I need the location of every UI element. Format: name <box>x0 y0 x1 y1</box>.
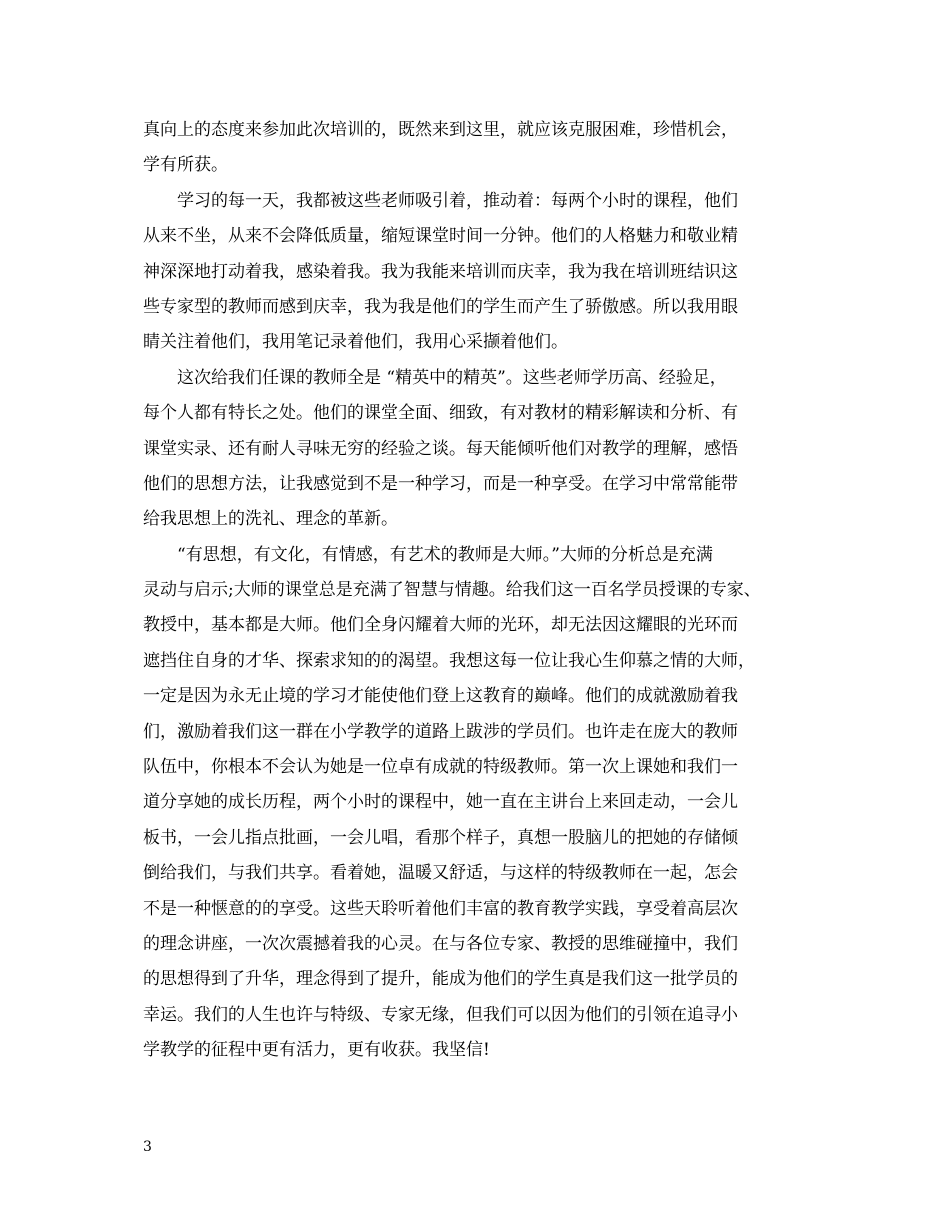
text-line: 这次给我们任课的教师全是 “精英中的精英”。这些老师学历高、经验足， <box>143 367 727 388</box>
text-line: 倒给我们，与我们共享。看着她，温暖又舒适，与这样的特级教师在一起，怎会 <box>143 863 738 884</box>
text-line: 教授中，基本都是大师。他们全身闪耀着大师的光环，却无法因这耀眼的光环而 <box>143 615 738 636</box>
text-line: 的思想得到了升华，理念得到了提升，能成为他们的学生真是我们这一批学员的 <box>143 969 738 990</box>
text-line: 些专家型的教师而感到庆幸，我为我是他们的学生而产生了骄傲感。所以我用眼 <box>143 296 738 317</box>
text-line: 神深深地打动着我，感染着我。我为我能来培训而庆幸，我为我在培训班结识这 <box>143 261 738 282</box>
text-line: 学有所获。 <box>143 155 228 176</box>
text-line: 学教学的征程中更有活力，更有收获。我坚信! <box>143 1040 490 1061</box>
text-line: 睛关注着他们，我用笔记录着他们，我用心采撷着他们。 <box>143 332 568 353</box>
text-line: “有思想，有文化，有情感，有艺术的教师是大师。”大师的分析总是充满 <box>143 544 713 565</box>
text-line: 们，激励着我们这一群在小学教学的道路上跋涉的学员们。也许走在庞大的教师 <box>143 721 738 742</box>
body-text <box>143 113 813 1069</box>
text-line: 道分享她的成长历程，两个小时的课程中，她一直在主讲台上来回走动，一会儿 <box>143 792 738 813</box>
text-line: 的理念讲座，一次次震撼着我的心灵。在与各位专家、教授的思维碰撞中，我们 <box>143 933 738 954</box>
text-line: 队伍中，你根本不会认为她是一位卓有成就的特级教师。第一次上课她和我们一 <box>143 757 738 778</box>
text-line: 从来不坐，从来不会降低质量，缩短课堂时间一分钟。他们的人格魅力和敬业精 <box>143 226 738 247</box>
text-line: 遮挡住自身的才华、探索求知的的渴望。我想这每一位让我心生仰慕之情的大师， <box>143 650 755 671</box>
text-line: 课堂实录、还有耐人寻味无穷的经验之谈。每天能倾听他们对教学的理解，感悟 <box>143 438 738 459</box>
page-number: 3 <box>143 1139 152 1155</box>
text-line: 学习的每一天，我都被这些老师吸引着，推动着：每两个小时的课程，他们 <box>143 190 738 211</box>
text-line: 一定是因为永无止境的学习才能使他们登上这教育的巅峰。他们的成就激励着我 <box>143 686 738 707</box>
text-line: 真向上的态度来参加此次培训的，既然来到这里，就应该克服困难，珍惜机会， <box>143 120 738 140</box>
text-line: 板书，一会儿指点批画，一会儿唱，看那个样子，真想一股脑儿的把她的存储倾 <box>143 827 738 848</box>
text-line: 灵动与启示;大师的课堂总是充满了智慧与情趣。给我们这一百名学员授课的专家、 <box>143 580 761 601</box>
text-line: 他们的思想方法，让我感觉到不是一种学习，而是一种享受。在学习中常常能带 <box>143 473 738 494</box>
text-line: 幸运。我们的人生也许与特级、专家无缘，但我们可以因为他们的引领在追寻小 <box>143 1004 738 1025</box>
text-line: 给我思想上的洗礼、理念的革新。 <box>143 509 398 530</box>
text-line: 每个人都有特长之处。他们的课堂全面、细致，有对教材的精彩解读和分析、有 <box>143 403 738 424</box>
text-line: 不是一种惬意的的享受。这些天聆听着他们丰富的教育教学实践，享受着高层次 <box>143 898 738 919</box>
